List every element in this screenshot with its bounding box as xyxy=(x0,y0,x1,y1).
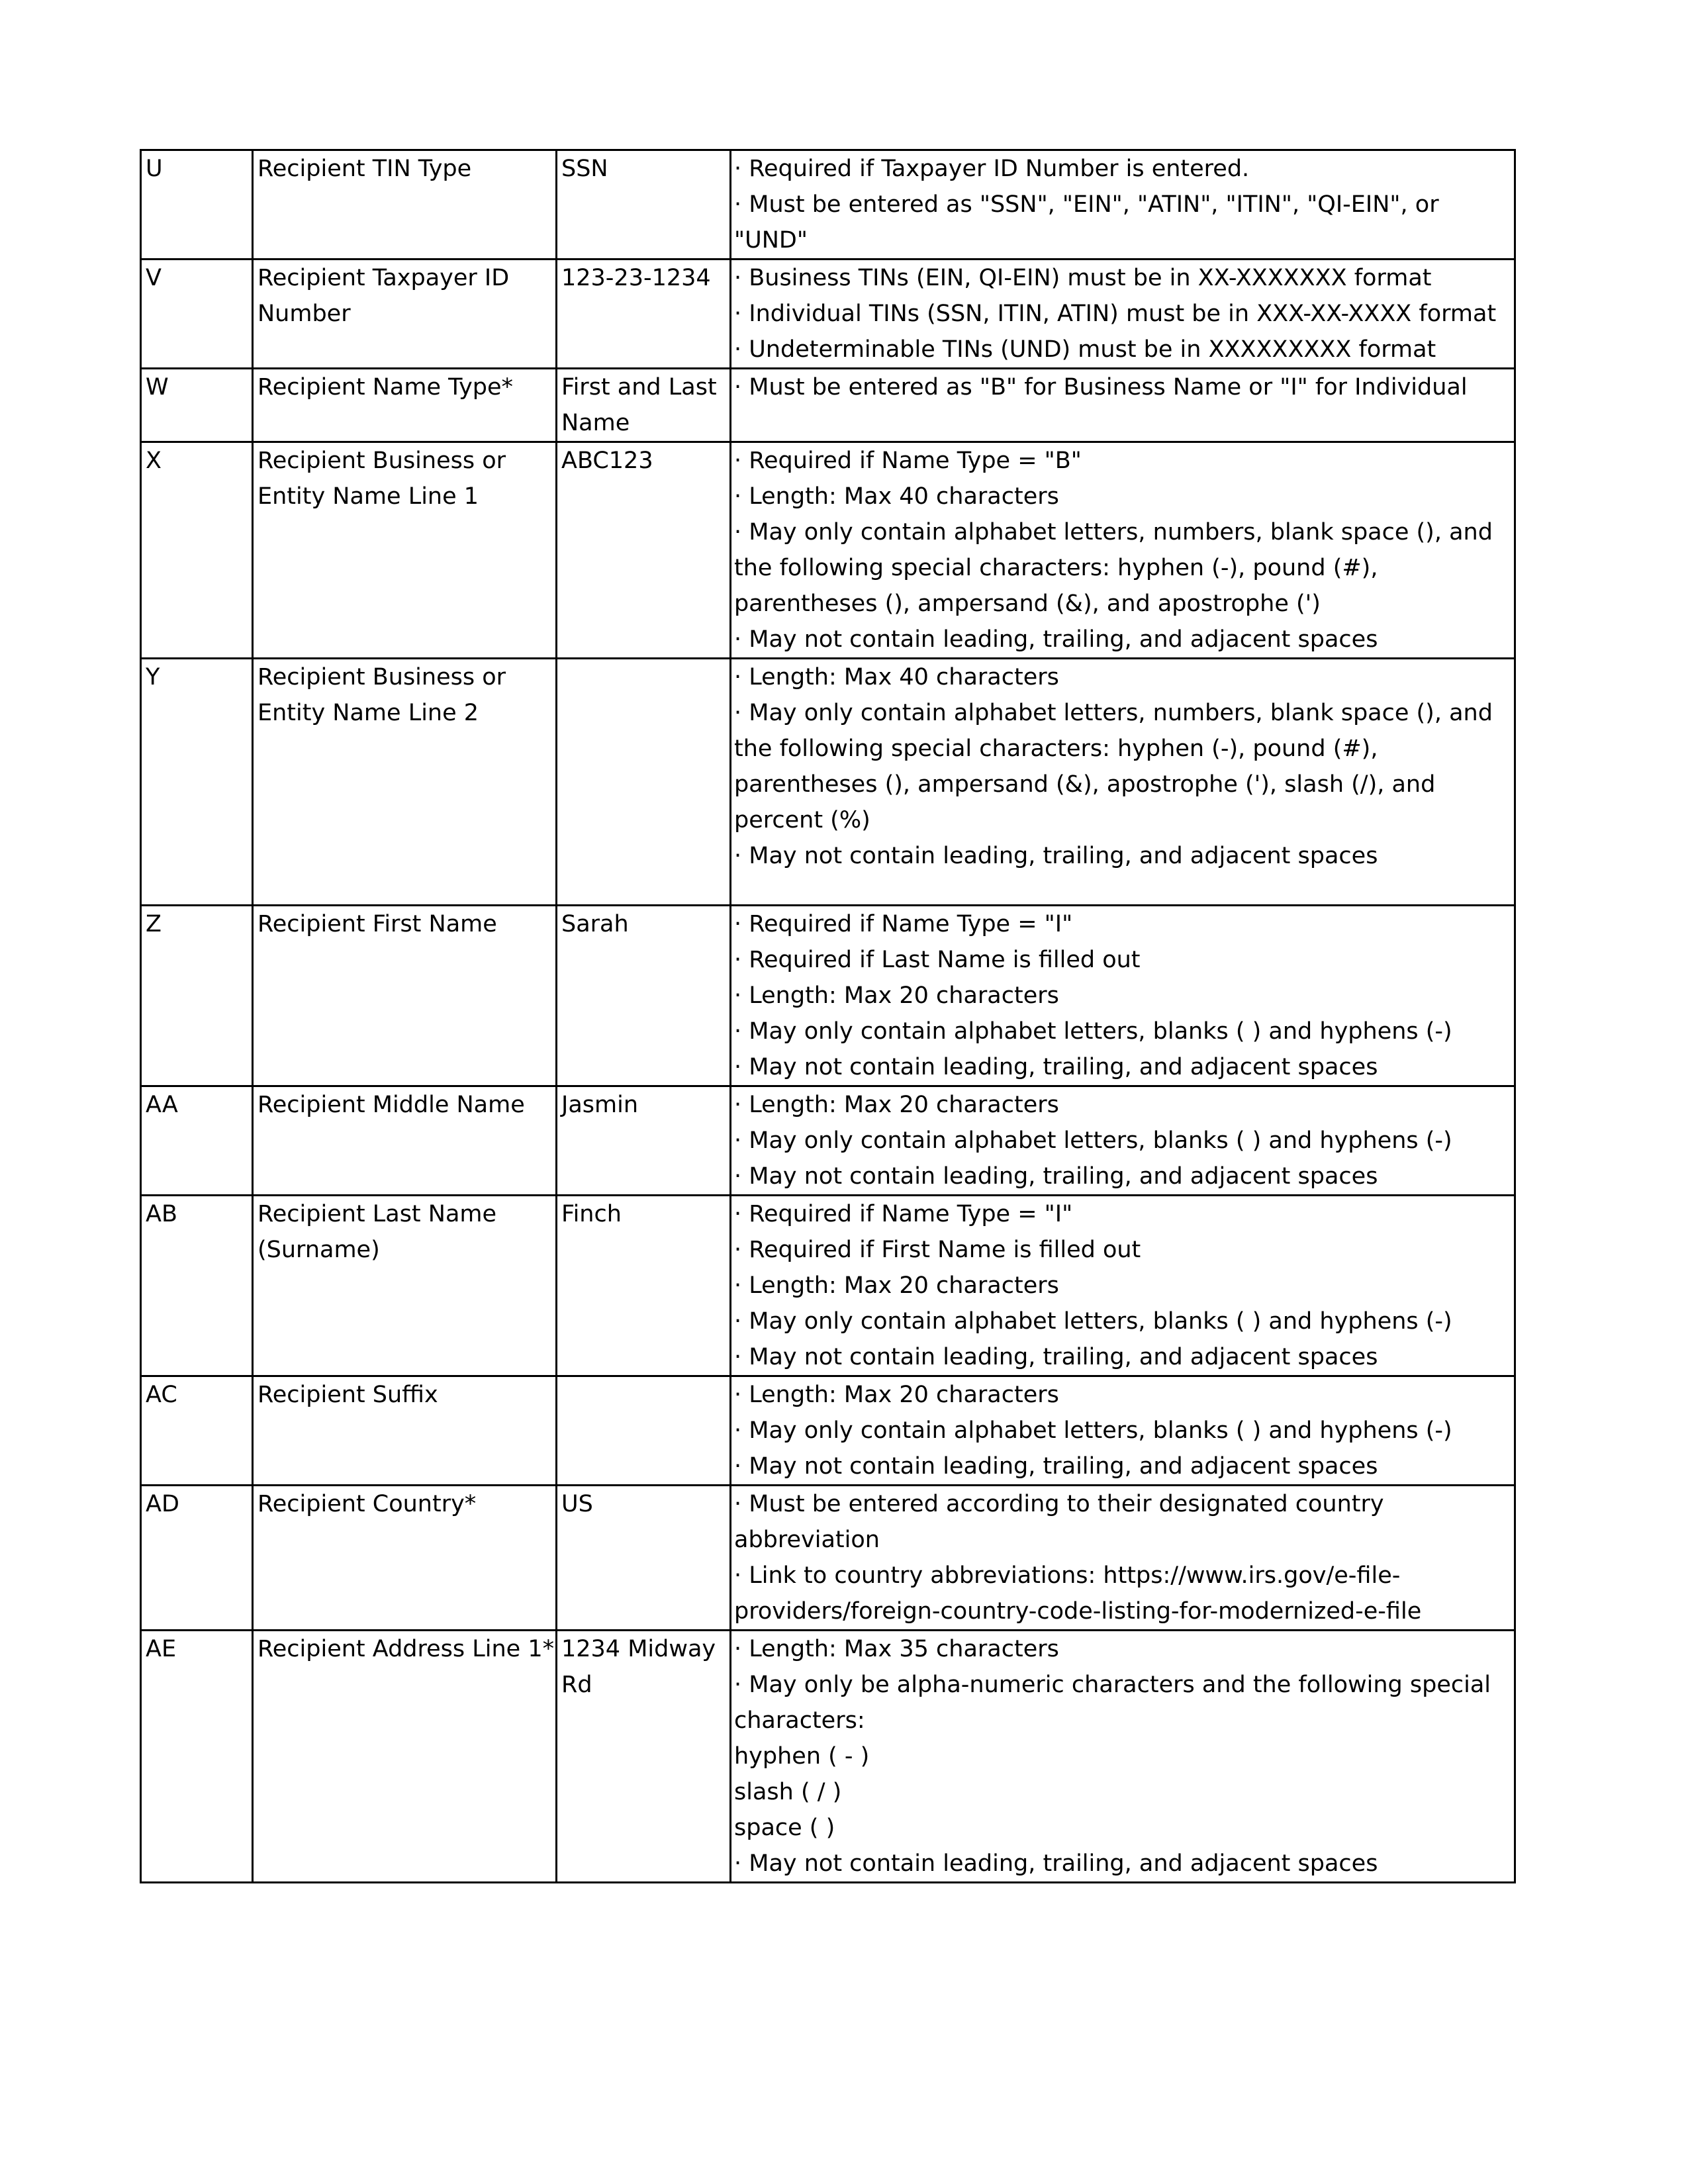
table-row xyxy=(141,1486,1515,1631)
validation-rule: · May not contain leading, trailing, and adjacent spaces xyxy=(734,1054,1378,1080)
validation-rule: · Must be entered according to their designated country abbreviation xyxy=(734,1491,1384,1553)
validation-rule: space ( ) xyxy=(734,1815,835,1841)
example-value-cell: Finch xyxy=(557,1196,731,1376)
validation-rule: · Length: Max 20 characters xyxy=(734,1382,1059,1408)
validation-rule: · May only contain alphabet letters, blanks ( ) and hyphens (-) xyxy=(734,1127,1452,1154)
example-value-cell: Sarah xyxy=(557,906,731,1086)
column-letter-cell: AC xyxy=(141,1376,253,1486)
validation-rule: hyphen ( - ) xyxy=(734,1743,870,1770)
validation-rule: · May only contain alphabet letters, blanks ( ) and hyphens (-) xyxy=(734,1417,1452,1444)
validation-rule: · Required if Last Name is filled out xyxy=(734,947,1141,973)
validation-rule: · Link to country abbreviations: https://www.irs.gov/e-file-providers/foreign-country-code-listing-for-modernized-e-file xyxy=(734,1562,1422,1625)
column-letter-cell: W xyxy=(141,369,253,442)
validation-rules-cell xyxy=(731,369,1515,442)
validation-rule: · May not contain leading, trailing, and adjacent spaces xyxy=(734,626,1378,653)
column-letter-cell: AE xyxy=(141,1631,253,1883)
table-row xyxy=(141,659,1515,906)
validation-rule: · Must be entered as "SSN", "EIN", "ATIN", "ITIN", "QI-EIN", or "UND" xyxy=(734,191,1439,254)
column-letter-cell: AB xyxy=(141,1196,253,1376)
validation-rules-cell xyxy=(731,150,1515,260)
validation-rules-cell xyxy=(731,1086,1515,1196)
field-name-cell: Recipient Taxpayer ID Number xyxy=(253,260,557,369)
validation-rule: · Required if First Name is filled out xyxy=(734,1237,1141,1263)
validation-rule: · May not contain leading, trailing, and adjacent spaces xyxy=(734,843,1378,869)
field-name-cell: Recipient Suffix xyxy=(253,1376,557,1486)
validation-rule: · Required if Name Type = "I" xyxy=(734,1201,1073,1227)
validation-rule: slash ( / ) xyxy=(734,1779,842,1805)
example-value-cell xyxy=(557,1376,731,1486)
example-value-cell: 123-23-1234 xyxy=(557,260,731,369)
example-value-cell: SSN xyxy=(557,150,731,260)
column-letter-cell: X xyxy=(141,442,253,659)
validation-rule: · Required if Taxpayer ID Number is entered. xyxy=(734,156,1250,182)
validation-rules-cell xyxy=(731,442,1515,659)
validation-rule: · May not contain leading, trailing, and adjacent spaces xyxy=(734,1453,1378,1480)
column-letter-cell: Z xyxy=(141,906,253,1086)
validation-rule: · Length: Max 35 characters xyxy=(734,1636,1059,1662)
validation-rules-cell xyxy=(731,1486,1515,1631)
example-value-cell: ABC123 xyxy=(557,442,731,659)
validation-rules-cell xyxy=(731,1196,1515,1376)
validation-rules-cell xyxy=(731,659,1515,906)
example-value-cell: 1234 Midway Rd xyxy=(557,1631,731,1883)
validation-rule: · Must be entered as "B" for Business Name or "I" for Individual xyxy=(734,374,1468,401)
table-row xyxy=(141,260,1515,369)
validation-rule: · Length: Max 40 characters xyxy=(734,664,1059,690)
column-letter-cell: AA xyxy=(141,1086,253,1196)
validation-rule: · Length: Max 20 characters xyxy=(734,982,1059,1009)
validation-rule: · Length: Max 40 characters xyxy=(734,483,1059,510)
field-name-cell: Recipient Business or Entity Name Line 2 xyxy=(253,659,557,906)
validation-rule: · May only contain alphabet letters, numbers, blank space (), and the following special characters: hyphen (-), pound (#), parentheses (), ampersand (&), apostrophe ('), slash (/), and percent (%) xyxy=(734,700,1493,833)
field-name-cell: Recipient Middle Name xyxy=(253,1086,557,1196)
validation-rules-cell xyxy=(731,1631,1515,1883)
validation-rule: · May not contain leading, trailing, and adjacent spaces xyxy=(734,1850,1378,1877)
table-row xyxy=(141,150,1515,260)
validation-rule: · Individual TINs (SSN, ITIN, ATIN) must be in XXX-XX-XXXX format xyxy=(734,301,1497,327)
table-row xyxy=(141,1086,1515,1196)
validation-rules-cell xyxy=(731,260,1515,369)
column-letter-cell: V xyxy=(141,260,253,369)
validation-rules-cell xyxy=(731,1376,1515,1486)
table-row xyxy=(141,906,1515,1086)
validation-rule: · Required if Name Type = "B" xyxy=(734,448,1082,474)
validation-rule: · May only contain alphabet letters, blanks ( ) and hyphens (-) xyxy=(734,1018,1452,1045)
validation-rule: · Length: Max 20 characters xyxy=(734,1092,1059,1118)
validation-rule: · May only contain alphabet letters, numbers, blank space (), and the following special characters: hyphen (-), pound (#), parentheses (), ampersand (&), and apostrophe (') xyxy=(734,519,1493,617)
validation-rule: · Business TINs (EIN, QI-EIN) must be in XX-XXXXXXX format xyxy=(734,265,1432,291)
field-name-cell: Recipient Address Line 1* xyxy=(253,1631,557,1883)
validation-rules-cell xyxy=(731,906,1515,1086)
table-row xyxy=(141,1631,1515,1883)
table-row xyxy=(141,1376,1515,1486)
field-spec-table xyxy=(140,149,1516,1883)
field-spec-table-body xyxy=(141,150,1515,1883)
table-row xyxy=(141,1196,1515,1376)
column-letter-cell: Y xyxy=(141,659,253,906)
column-letter-cell: AD xyxy=(141,1486,253,1631)
example-value-cell: Jasmin xyxy=(557,1086,731,1196)
field-name-cell: Recipient Country* xyxy=(253,1486,557,1631)
validation-rule: · May not contain leading, trailing, and adjacent spaces xyxy=(734,1163,1378,1190)
field-name-cell: Recipient Last Name (Surname) xyxy=(253,1196,557,1376)
validation-rule: · May not contain leading, trailing, and adjacent spaces xyxy=(734,1344,1378,1370)
validation-rule: · May only contain alphabet letters, blanks ( ) and hyphens (-) xyxy=(734,1308,1452,1335)
example-value-cell: US xyxy=(557,1486,731,1631)
example-value-cell: First and Last Name xyxy=(557,369,731,442)
table-row xyxy=(141,442,1515,659)
field-name-cell: Recipient Business or Entity Name Line 1 xyxy=(253,442,557,659)
field-name-cell: Recipient TIN Type xyxy=(253,150,557,260)
example-value-cell xyxy=(557,659,731,906)
validation-rule: · Undeterminable TINs (UND) must be in XXXXXXXXX format xyxy=(734,336,1436,363)
table-row xyxy=(141,369,1515,442)
validation-rule: · Required if Name Type = "I" xyxy=(734,911,1073,937)
field-name-cell: Recipient First Name xyxy=(253,906,557,1086)
field-name-cell: Recipient Name Type* xyxy=(253,369,557,442)
validation-rule: · Length: Max 20 characters xyxy=(734,1272,1059,1299)
validation-rule: · May only be alpha-numeric characters and the following special characters: xyxy=(734,1672,1491,1734)
column-letter-cell: U xyxy=(141,150,253,260)
